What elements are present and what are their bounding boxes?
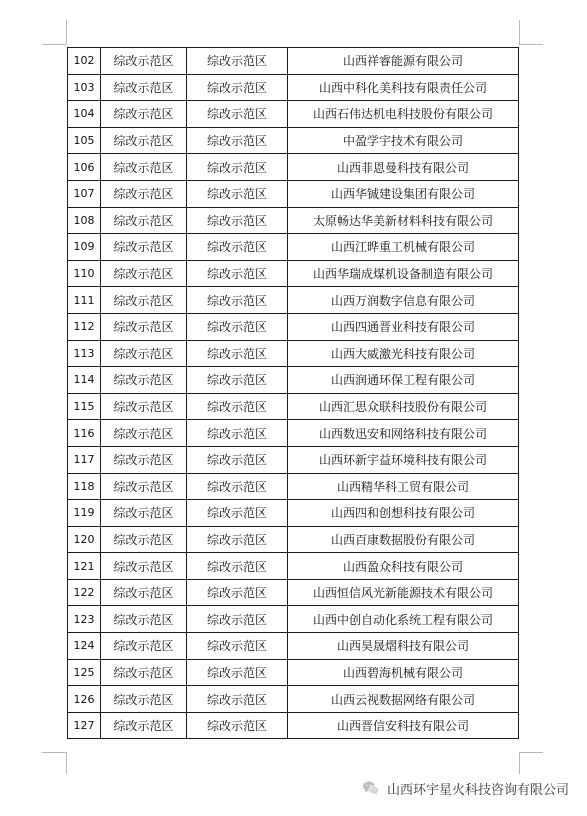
cell-row-number: 104 bbox=[68, 101, 101, 128]
cell-district: 综改示范区 bbox=[187, 48, 288, 75]
corner-mark-bottom-right-v bbox=[519, 752, 520, 774]
cell-district: 综改示范区 bbox=[187, 446, 288, 473]
table-row bbox=[68, 659, 519, 686]
cell-row-number: 114 bbox=[68, 367, 101, 394]
corner-mark-bottom-left-h bbox=[42, 752, 66, 753]
corner-mark-top-right-h bbox=[519, 44, 543, 45]
cell-row-number: 127 bbox=[68, 712, 101, 739]
cell-region: 综改示范区 bbox=[101, 313, 187, 340]
cell-row-number: 116 bbox=[68, 420, 101, 447]
table-row bbox=[68, 180, 519, 207]
cell-company-name: 山西江晔重工机械有限公司 bbox=[288, 234, 519, 261]
cell-row-number: 106 bbox=[68, 154, 101, 181]
company-list-table bbox=[67, 47, 519, 739]
cell-region: 综改示范区 bbox=[101, 420, 187, 447]
cell-region: 综改示范区 bbox=[101, 101, 187, 128]
cell-company-name: 山西润通环保工程有限公司 bbox=[288, 367, 519, 394]
cell-row-number: 109 bbox=[68, 234, 101, 261]
cell-district: 综改示范区 bbox=[187, 606, 288, 633]
cell-row-number: 117 bbox=[68, 446, 101, 473]
cell-region: 综改示范区 bbox=[101, 180, 187, 207]
corner-mark-top-left-h bbox=[42, 44, 66, 45]
cell-row-number: 108 bbox=[68, 207, 101, 234]
cell-row-number: 111 bbox=[68, 287, 101, 314]
cell-company-name: 山西石伟达机电科技股份有限公司 bbox=[288, 101, 519, 128]
corner-mark-bottom-right-h bbox=[519, 752, 543, 753]
table-row bbox=[68, 287, 519, 314]
table-row bbox=[68, 207, 519, 234]
cell-company-name: 山西万润数字信息有限公司 bbox=[288, 287, 519, 314]
cell-region: 综改示范区 bbox=[101, 579, 187, 606]
cell-row-number: 113 bbox=[68, 340, 101, 367]
cell-company-name: 山西菲恩曼科技有限公司 bbox=[288, 154, 519, 181]
cell-district: 综改示范区 bbox=[187, 154, 288, 181]
table-row bbox=[68, 420, 519, 447]
table-row bbox=[68, 393, 519, 420]
cell-district: 综改示范区 bbox=[187, 686, 288, 713]
cell-company-name: 山西碧海机械有限公司 bbox=[288, 659, 519, 686]
cell-district: 综改示范区 bbox=[187, 101, 288, 128]
table-row bbox=[68, 313, 519, 340]
cell-row-number: 107 bbox=[68, 180, 101, 207]
cell-company-name: 山西云视数据网络有限公司 bbox=[288, 686, 519, 713]
cell-company-name: 山西中科化美科技有限责任公司 bbox=[288, 74, 519, 101]
cell-row-number: 123 bbox=[68, 606, 101, 633]
cell-region: 综改示范区 bbox=[101, 260, 187, 287]
cell-district: 综改示范区 bbox=[187, 659, 288, 686]
wechat-account-name: 山西环宇星火科技咨询有限公司 bbox=[386, 782, 569, 798]
cell-district: 综改示范区 bbox=[187, 287, 288, 314]
cell-row-number: 103 bbox=[68, 74, 101, 101]
cell-row-number: 125 bbox=[68, 659, 101, 686]
cell-company-name: 山西祥睿能源有限公司 bbox=[288, 48, 519, 75]
cell-region: 综改示范区 bbox=[101, 712, 187, 739]
table-row bbox=[68, 74, 519, 101]
cell-row-number: 120 bbox=[68, 526, 101, 553]
cell-company-name: 山西昊晟熠科技有限公司 bbox=[288, 633, 519, 660]
table-row bbox=[68, 101, 519, 128]
cell-region: 综改示范区 bbox=[101, 287, 187, 314]
cell-region: 综改示范区 bbox=[101, 473, 187, 500]
cell-region: 综改示范区 bbox=[101, 74, 187, 101]
cell-region: 综改示范区 bbox=[101, 633, 187, 660]
wechat-icon bbox=[361, 778, 381, 798]
cell-district: 综改示范区 bbox=[187, 633, 288, 660]
cell-row-number: 118 bbox=[68, 473, 101, 500]
cell-row-number: 105 bbox=[68, 127, 101, 154]
cell-region: 综改示范区 bbox=[101, 526, 187, 553]
table-row bbox=[68, 367, 519, 394]
cell-district: 综改示范区 bbox=[187, 579, 288, 606]
cell-district: 综改示范区 bbox=[187, 393, 288, 420]
cell-company-name: 山西中创自动化系统工程有限公司 bbox=[288, 606, 519, 633]
corner-mark-top-right-v bbox=[519, 20, 520, 44]
cell-row-number: 121 bbox=[68, 553, 101, 580]
cell-district: 综改示范区 bbox=[187, 127, 288, 154]
cell-company-name: 山西华瑞成煤机设备制造有限公司 bbox=[288, 260, 519, 287]
cell-region: 综改示范区 bbox=[101, 659, 187, 686]
cell-district: 综改示范区 bbox=[187, 526, 288, 553]
cell-region: 综改示范区 bbox=[101, 606, 187, 633]
table-row bbox=[68, 48, 519, 75]
cell-district: 综改示范区 bbox=[187, 553, 288, 580]
cell-district: 综改示范区 bbox=[187, 340, 288, 367]
cell-company-name: 山西华铖建设集团有限公司 bbox=[288, 180, 519, 207]
table-row bbox=[68, 446, 519, 473]
cell-region: 综改示范区 bbox=[101, 340, 187, 367]
footer-watermark bbox=[361, 778, 569, 798]
cell-company-name: 山西汇思众联科技股份有限公司 bbox=[288, 393, 519, 420]
cell-company-name: 中盈学宇技术有限公司 bbox=[288, 127, 519, 154]
cell-region: 综改示范区 bbox=[101, 686, 187, 713]
cell-company-name: 山西环新宇益环境科技有限公司 bbox=[288, 446, 519, 473]
cell-company-name: 山西四和创想科技有限公司 bbox=[288, 500, 519, 527]
cell-region: 综改示范区 bbox=[101, 48, 187, 75]
cell-district: 综改示范区 bbox=[187, 234, 288, 261]
table-row bbox=[68, 633, 519, 660]
table-row bbox=[68, 500, 519, 527]
cell-company-name: 山西恒信风光新能源技术有限公司 bbox=[288, 579, 519, 606]
cell-company-name: 山西盈众科技有限公司 bbox=[288, 553, 519, 580]
table-row bbox=[68, 127, 519, 154]
table-row bbox=[68, 712, 519, 739]
table-row bbox=[68, 154, 519, 181]
cell-row-number: 124 bbox=[68, 633, 101, 660]
cell-region: 综改示范区 bbox=[101, 500, 187, 527]
cell-company-name: 山西百康数据股份有限公司 bbox=[288, 526, 519, 553]
cell-row-number: 102 bbox=[68, 48, 101, 75]
corner-mark-bottom-left-v bbox=[66, 752, 67, 774]
cell-district: 综改示范区 bbox=[187, 500, 288, 527]
cell-district: 综改示范区 bbox=[187, 207, 288, 234]
table-row bbox=[68, 260, 519, 287]
cell-company-name: 山西晋信安科技有限公司 bbox=[288, 712, 519, 739]
cell-district: 综改示范区 bbox=[187, 420, 288, 447]
cell-company-name: 山西大威激光科技有限公司 bbox=[288, 340, 519, 367]
cell-row-number: 119 bbox=[68, 500, 101, 527]
cell-district: 综改示范区 bbox=[187, 74, 288, 101]
cell-region: 综改示范区 bbox=[101, 154, 187, 181]
table-row bbox=[68, 606, 519, 633]
table-row bbox=[68, 340, 519, 367]
cell-row-number: 112 bbox=[68, 313, 101, 340]
cell-region: 综改示范区 bbox=[101, 207, 187, 234]
cell-region: 综改示范区 bbox=[101, 367, 187, 394]
cell-district: 综改示范区 bbox=[187, 180, 288, 207]
cell-region: 综改示范区 bbox=[101, 553, 187, 580]
company-list-body bbox=[68, 48, 519, 739]
cell-region: 综改示范区 bbox=[101, 393, 187, 420]
cell-row-number: 122 bbox=[68, 579, 101, 606]
cell-district: 综改示范区 bbox=[187, 313, 288, 340]
cell-region: 综改示范区 bbox=[101, 127, 187, 154]
cell-company-name: 山西数迅安和网络科技有限公司 bbox=[288, 420, 519, 447]
cell-district: 综改示范区 bbox=[187, 473, 288, 500]
table-row bbox=[68, 473, 519, 500]
cell-row-number: 126 bbox=[68, 686, 101, 713]
table-row bbox=[68, 234, 519, 261]
cell-row-number: 115 bbox=[68, 393, 101, 420]
table-row bbox=[68, 579, 519, 606]
cell-company-name: 山西精华科工贸有限公司 bbox=[288, 473, 519, 500]
cell-company-name: 山西四通晋业科技有限公司 bbox=[288, 313, 519, 340]
cell-region: 综改示范区 bbox=[101, 234, 187, 261]
table-row bbox=[68, 686, 519, 713]
table-row bbox=[68, 526, 519, 553]
cell-district: 综改示范区 bbox=[187, 260, 288, 287]
cell-district: 综改示范区 bbox=[187, 367, 288, 394]
cell-row-number: 110 bbox=[68, 260, 101, 287]
corner-mark-top-left-v bbox=[66, 20, 67, 44]
table-row bbox=[68, 553, 519, 580]
cell-district: 综改示范区 bbox=[187, 712, 288, 739]
cell-company-name: 太原畅达华美新材料科技有限公司 bbox=[288, 207, 519, 234]
cell-region: 综改示范区 bbox=[101, 446, 187, 473]
